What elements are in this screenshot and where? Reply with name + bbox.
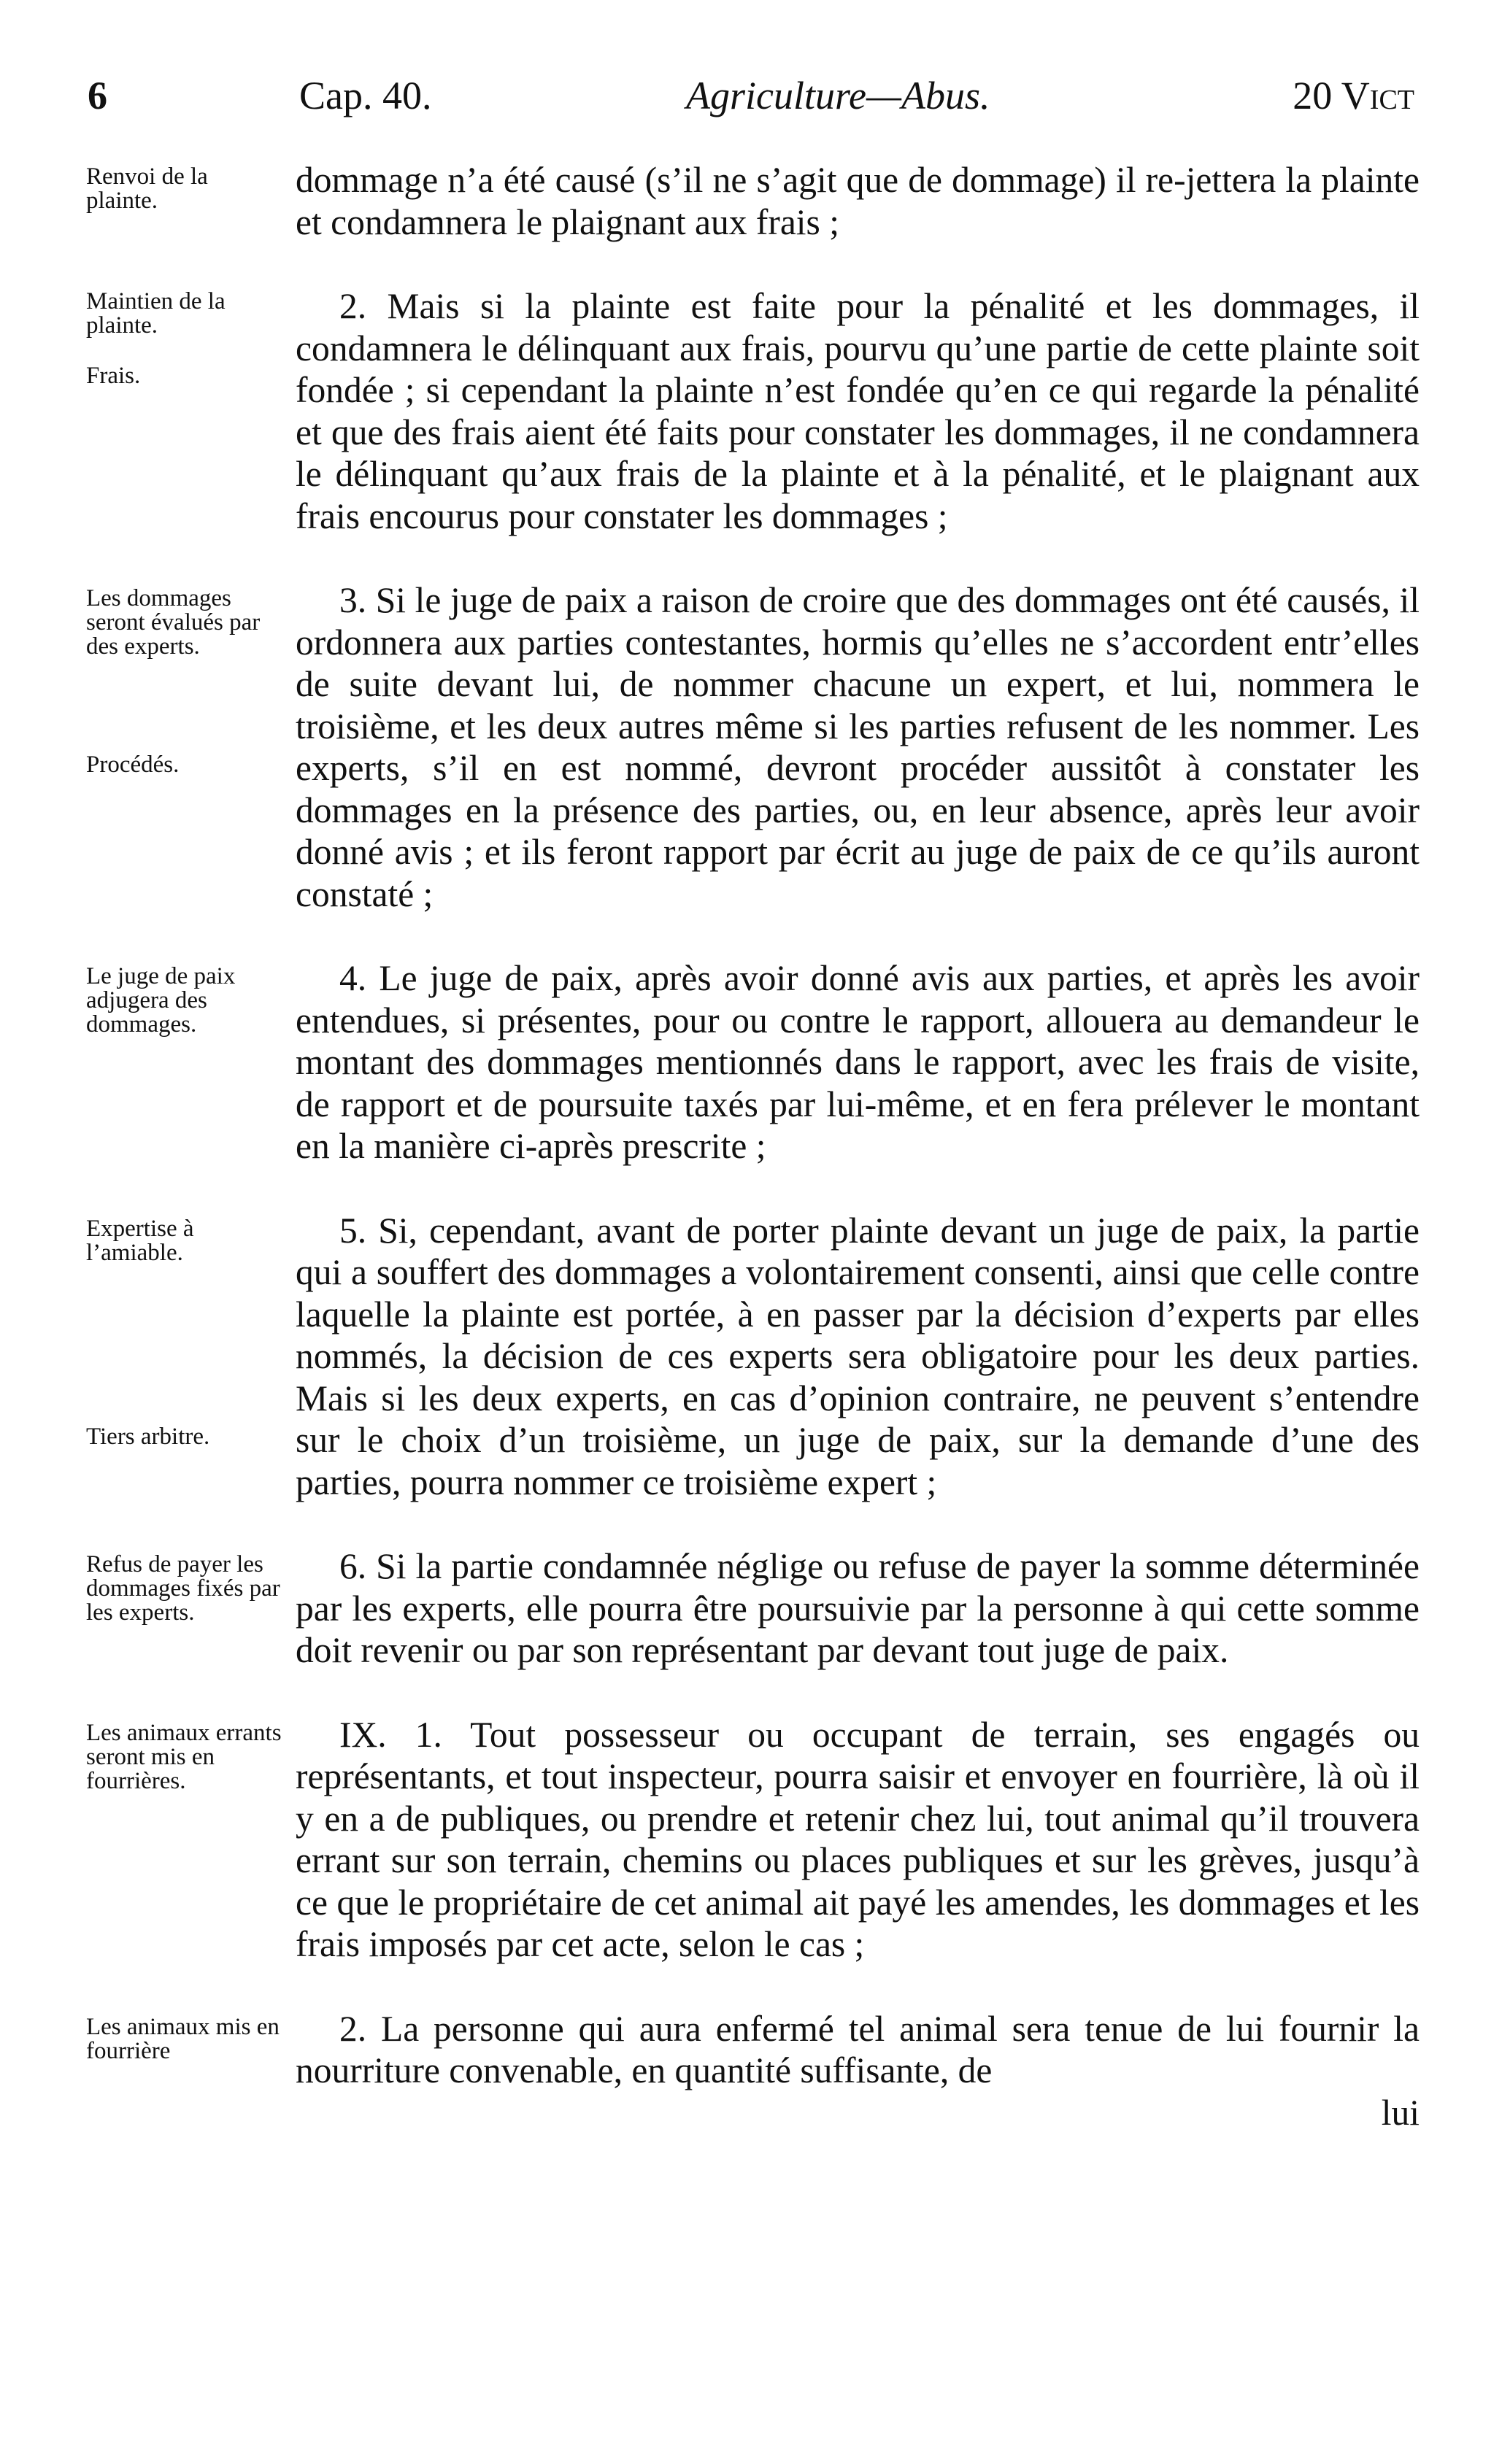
catchword: lui (1381, 2092, 1420, 2133)
section-renvoi (0, 159, 1502, 243)
paragraph: 5. Si, cependant, avant de porter plainte devant un juge de paix, la partie qui a souffert des dommages a volontairement consenti, ainsi que celle contre laquelle la plainte est portée, à en passer par la décision d’experts par elles nommés, la décision de ces experts sera obligatoire pour les deux parties. Mais si les deux experts, en cas d’opinion contraire, ne peuvent s’entendre sur le choix d’un troisième, un juge de paix, sur la demande d’une des parties, pourra nommer ce troisième expert ; (296, 1210, 1420, 1502)
margin-note: Les animaux errants seront mis en fourrières. (86, 1719, 282, 1794)
margin-note: Renvoi de la plainte. (86, 163, 208, 214)
regnal-year: 20 Vict (1293, 74, 1414, 117)
margin-note: Maintien de la plainte. (86, 288, 226, 339)
paragraph: 6. Si la partie condamnée néglige ou refuse de payer la somme déterminée par les experts, elle pourra être poursuivie par la personne à qui cette somme doit revenir ou par son représentant par devant tout juge de paix. (296, 1546, 1420, 1670)
section-refus (0, 1545, 1502, 1672)
margin-note: Le juge de paix adjugera des dommages. (86, 963, 236, 1038)
paragraph: 4. Le juge de paix, après avoir donné avis aux parties, et après les avoir entendues, si présentes, pour ou contre le rapport, allouera au demandeur le montant des dommages mentionnés dans le rapport, avec les frais de visite, de rapport et de poursuite taxés par lui-même, et en fera prélever le montant en la manière ci-après prescrite ; (296, 958, 1420, 1166)
section-maintien (0, 285, 1502, 537)
running-header (0, 73, 1502, 131)
section-nourriture (0, 2008, 1502, 2092)
running-title: Agriculture—Abus. (686, 74, 990, 117)
margin-note: Refus de payer les dommages fixés par les experts. (86, 1551, 280, 1626)
margin-note: Expertise à l’amiable. (86, 1215, 194, 1266)
margin-note: Tiers arbitre. (86, 1423, 210, 1450)
section-expertise (0, 1210, 1502, 1504)
section-experts (0, 579, 1502, 915)
chapter-label: Cap. 40. (299, 74, 432, 117)
margin-note: Frais. (86, 363, 141, 389)
paragraph: IX. 1. Tout possesseur ou occupant de terrain, ses engagés ou représentants, et tout inspecteur, pourra saisir et envoyer en fourrière, là où il y en a de publiques, ou prendre et retenir chez lui, tout animal qu’il trouvera errant sur son terrain, chemins ou places publiques et sur les grèves, jusqu’à ce que le propriétaire de cet animal ait payé les amendes, les dommages et les frais imposés par cet acte, selon le cas ; (296, 1714, 1420, 1964)
section-juge (0, 957, 1502, 1167)
page-body (0, 159, 1502, 2133)
section-animaux (0, 1714, 1502, 1966)
paragraph: 2. Mais si la plainte est faite pour la pénalité et les dommages, il condamnera le délinquant aux frais, pourvu qu’une partie de cette plainte soit fondée ; si cependant la plainte n’est fondée qu’en ce qui regarde la pénalité et que des frais aient été faits pour constater les dommages, il ne condamnera le délinquant qu’aux frais de la plainte et à la pénalité, et le plaignant aux frais encourus pour constater les dommages ; (296, 286, 1420, 536)
paragraph: 3. Si le juge de paix a raison de croire que des dommages ont été causés, il ordonnera aux parties contestantes, hormis qu’elles ne s’accordent entr’elles de suite devant lui, de nommer chacune un expert, et lui, nommera le troisième, et les deux autres même si les parties refusent de les nommer. Les experts, s’il en est nommé, devront procéder aussitôt à constater les dommages en la présence des parties, ou, en leur absence, après leur avoir donné avis ; et ils feront rapport par écrit au juge de paix de ce qu’ils auront constaté ; (296, 580, 1420, 914)
margin-note: Les animaux mis en fourrière (86, 2013, 280, 2064)
paragraph: dommage n’a été causé (s’il ne s’agit que de dommage) il re-jettera la plainte et condamnera le plaignant aux frais ; (296, 160, 1420, 242)
paragraph: 2. La personne qui aura enfermé tel animal sera tenue de lui fournir la nourriture convenable, en quantité suffisante, de (296, 2008, 1420, 2090)
margin-note: Les dommages seront évalués par des experts. (86, 585, 261, 660)
margin-note: Procédés. (86, 752, 180, 778)
page-number: 6 (88, 74, 107, 117)
